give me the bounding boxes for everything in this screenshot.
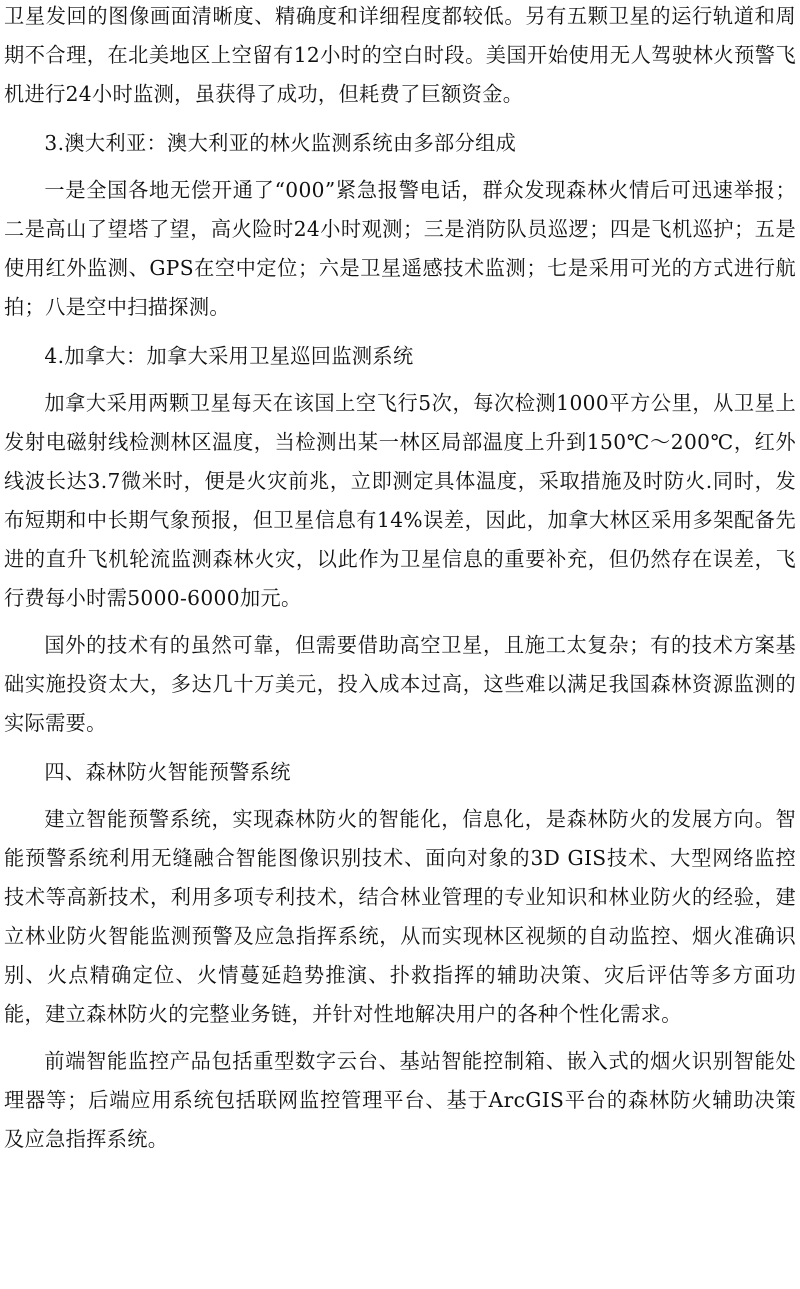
paragraph-australia-methods: 一是全国各地无偿开通了“000”紧急报警电话，群众发现森林火情后可迅速举报；二是高山了望塔了望，高火险时24小时观测；三是消防队员巡逻；四是飞机巡护；五是使用红外监测、GPS在空中定位；六是卫星遥感技术监测；七是采用可光的方式进行航拍；八是空中扫描探测。 xyxy=(4,178,796,319)
paragraph-foreign-tech-limits: 国外的技术有的虽然可靠，但需要借助高空卫星，且施工太复杂；有的技术方案基础实施投资太大，多达几十万美元，投入成本过高，这些难以满足我国森林资源监测的实际需要。 xyxy=(4,633,796,735)
paragraph-frontend-backend: 前端智能监控产品包括重型数字云台、基站智能控制箱、嵌入式的烟火识别智能处理器等；后端应用系统包括联网监控管理平台、基于ArcGIS平台的森林防火辅助决策及应急指挥系统。 xyxy=(4,1049,796,1151)
heading-australia: 3.澳大利亚：澳大利亚的林火监测系统由多部分组成 xyxy=(44,131,517,155)
paragraph-smart-warning-overview: 建立智能预警系统，实现森林防火的智能化，信息化，是森林防火的发展方向。智能预警系统利用无缝融合智能图像识别技术、面向对象的3D GIS技术、大型网络监控技术等高新技术，利用多项专利技术，结合林业管理的专业知识和林业防火的经验，建立林业防火智能监测预警及应急指挥系统，从而实现林区视频的自动监控、烟火准确识别、火点精确定位、火情蔓延趋势推演、扑救指挥的辅助决策、灾后评估等多方面功能，建立森林防火的完整业务链，并针对性地解决用户的各种个性化需求。 xyxy=(4,807,796,1026)
paragraph-satellite-usa: 卫星发回的图像画面清晰度、精确度和详细程度都较低。另有五颗卫星的运行轨道和周期不合理，在北美地区上空留有12小时的空白时段。美国开始使用无人驾驶林火预警飞机进行24小时监测，虽获得了成功，但耗费了巨额资金。 xyxy=(4,4,796,106)
heading-smart-warning-system: 四、森林防火智能预警系统 xyxy=(44,760,291,784)
paragraph-canada-satellites: 加拿大采用两颗卫星每天在该国上空飞行5次，每次检测1000平方公里，从卫星上发射电磁射线检测林区温度，当检测出某一林区局部温度上升到150℃～200℃，红外线波长达3.7微米时，便是火灾前兆，立即测定具体温度，采取措施及时防火.同时，发布短期和中长期气象预报，但卫星信息有14%误差，因此，加拿大林区采用多架配备先进的直升飞机轮流监测森林火灾，以此作为卫星信息的重要补充，但仍然存在误差，飞行费每小时需5000-6000加元。 xyxy=(4,391,796,610)
heading-canada: 4.加拿大：加拿大采用卫星巡回监测系统 xyxy=(44,344,414,368)
